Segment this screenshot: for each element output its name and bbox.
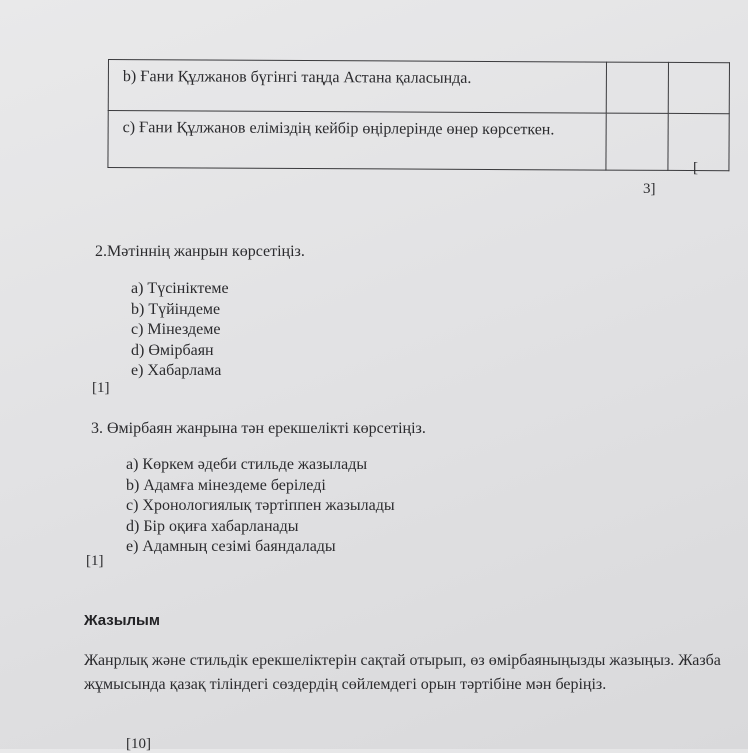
option-c[interactable]: c) Хронологиялық тәртіппен жазылады xyxy=(126,497,395,514)
option-b[interactable]: b) Түйіндеме xyxy=(131,300,221,318)
question-2-prompt: 2.Мәтіннің жанрын көрсетіңіз. xyxy=(95,243,305,260)
q1-mark-open-bracket: [ xyxy=(693,160,698,176)
option-b[interactable]: b) Адамға мінездеме беріледі xyxy=(126,476,326,494)
false-answer-cell[interactable] xyxy=(668,113,730,170)
option-e[interactable]: e) Хабарлама xyxy=(131,362,222,379)
question-2-mark: [1] xyxy=(92,380,110,396)
writing-section-title: Жазылым xyxy=(84,612,160,629)
option-a[interactable]: a) Көркем әдеби стильде жазылады xyxy=(126,456,368,473)
question-3-options xyxy=(126,455,395,558)
q1-mark: 3] xyxy=(643,181,656,197)
table-row xyxy=(108,60,729,114)
option-d[interactable]: d) Өмірбаян xyxy=(131,341,214,359)
writing-mark: [10] xyxy=(126,736,151,752)
writing-task-text: Жанрлық және стильдік ерекшеліктерін сақтай отырып, өз өмірбаяныңызды жазыңыз. Жазба жұмысында қазақ тіліндегі сөздердің сөйлемдегі орын тәртібіне мән беріңіз. xyxy=(84,652,721,693)
question-3-mark: [1] xyxy=(86,553,104,569)
true-false-table xyxy=(107,59,730,171)
option-e[interactable]: e) Адамның сезімі баяндалады xyxy=(126,538,336,555)
statement-cell: c) Ғани Құлжанов еліміздің кейбір өңірлерінде өнер көрсеткен. xyxy=(108,111,607,171)
option-d[interactable]: d) Бір оқиға хабарланады xyxy=(126,517,299,535)
option-c[interactable]: c) Мінездеме xyxy=(131,321,221,338)
table-row xyxy=(108,111,729,171)
false-answer-cell[interactable] xyxy=(668,62,730,113)
true-answer-cell[interactable] xyxy=(607,62,669,113)
statement-cell: b) Ғани Құлжанов бүгінгі таңда Астана қаласында. xyxy=(108,60,607,114)
question-2-options xyxy=(131,279,229,382)
true-answer-cell[interactable] xyxy=(606,113,668,170)
option-a[interactable]: a) Түсініктеме xyxy=(131,280,229,297)
question-3-prompt: 3. Өмірбаян жанрына тән ерекшелікті көрсетіңіз. xyxy=(91,420,426,437)
